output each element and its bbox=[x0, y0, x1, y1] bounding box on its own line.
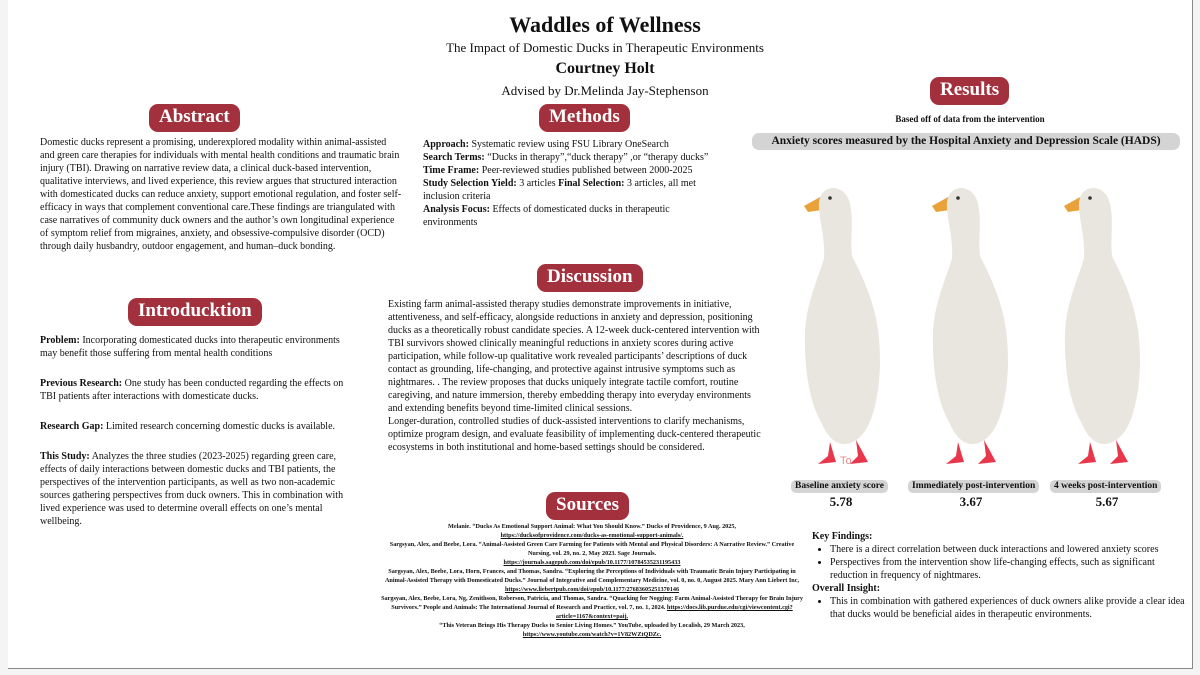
key-finding-item: • There is a direct correlation between duck interactions and lowered anxiety scores bbox=[830, 543, 1188, 556]
source-link[interactable]: https://www.youtube.com/watch?v=1V82WZtQDZc. bbox=[522, 631, 662, 638]
value-label-baseline: 5.78 bbox=[829, 494, 853, 509]
discussion-paragraph-1: Existing farm animal-assisted therapy studies demonstrate improvements in initiative, attentiveness, and self-efficacy, alongside reductions in anxiety and depression, positioning ducks as a theoretically robust candidate species. A 12-week duck-centered intervention with TBI survivors showed clinically meaningful reductions in anxiety scores during active participation, while follow-up qualitative work revealed participants’ descriptions of duck contact as grounding, life-changing, and protective against intrusive symptoms such as nightmares. . The review proposes that ducks uniquely integrate tactile comfort, routine caregiving, and nature immersion, thereby embedding therapy into everyday environments and extending benefits beyond time-limited clinical sessions. bbox=[388, 299, 760, 414]
source-link[interactable]: https://docs.lib.purdue.edu/cgi/viewcontent.cgi?article=1167&context=paij. bbox=[555, 604, 793, 620]
header bbox=[8, 12, 1193, 99]
category-label-immediate: Immediately post-intervention bbox=[908, 480, 1039, 493]
discussion-heading: Discussion bbox=[537, 264, 643, 292]
author-name: Courtney Holt bbox=[555, 60, 655, 77]
intro-problem: Problem: Incorporating domesticated ducks into therapeutic environments may benefit those suffering from mental health conditions bbox=[40, 335, 340, 359]
poster bbox=[8, 0, 1193, 669]
source-link[interactable]: https://www.liebertpub.com/doi/epub/10.1177/27683605251370146 bbox=[504, 586, 680, 593]
poster-subtitle: The Impact of Domestic Ducks in Therapeutic Environments bbox=[446, 40, 764, 55]
methods-search-terms: Search Terms: “Ducks in therapy”,“duck therapy” ,or “therapy ducks” bbox=[423, 152, 709, 163]
category-label-4-weeks: 4 weeks post-intervention bbox=[1050, 480, 1161, 493]
duck-eye bbox=[1088, 196, 1092, 200]
poster-title: Waddles of Wellness bbox=[509, 12, 701, 37]
duck-bar bbox=[1030, 188, 1170, 464]
source-link[interactable]: https://ducksofprovidence.com/ducks-as-emotional-support-animals/. bbox=[500, 532, 684, 539]
duck-body bbox=[1065, 188, 1140, 444]
source-entry: Sargsyan, Alex, Beebe, Lora, Ng, Zenithson, Roberson, Patricia, and Thomas, Sandra. “Quacking for Nogging: Farm Animal-Assisted Therapy for Brain Injury Survivors.” People and Animals: The International Journal of Research and Practice, vol. 7, no. 1, 2024. https://docs.lib.purdue.edu/cgi/viewcontent.cgi?article=1167&context=paij. bbox=[381, 595, 803, 620]
advisor-line: Advised by Dr.Melinda Jay-Stephenson bbox=[501, 83, 709, 98]
results-note: Based off of data from the intervention bbox=[895, 114, 1045, 124]
value-label-immediate: 3.67 bbox=[959, 494, 983, 509]
duck-chart bbox=[750, 152, 1190, 472]
overall-insight-label: Overall Insight: bbox=[812, 583, 881, 594]
introduction-body bbox=[40, 334, 350, 528]
results-heading: Results bbox=[930, 77, 1009, 105]
introduction-heading: Introducktion bbox=[128, 298, 262, 326]
source-entry: “This Veteran Brings His Therapy Ducks to Senior Living Homes.” YouTube, uploaded by Localish, 29 March 2023, https://www.youtube.com/watch?v=1V82WZtQDZc. bbox=[439, 622, 745, 638]
source-link[interactable]: https://journals.sagepub.com/doi/epub/10.1177/10784535231195433 bbox=[503, 559, 681, 566]
duck-bar bbox=[770, 188, 910, 464]
methods-yield: Study Selection Yield: 3 articles Final Selection: 3 articles, all met inclusion criteria bbox=[423, 178, 696, 202]
methods-body bbox=[423, 138, 719, 229]
source-entry: Sargsyan, Alex, Beebe, Lora, Horn, Frances, and Thomas, Sandra. “Exploring the Perceptions of Individuals with Traumatic Brain Injury Participating in Animal-Assisted Therapy with Domesticated Ducks.” Journal of Integrative and Complementary Medicine, vol. 0, no. 0, August 2025. Mary Ann Liebert Inc, https://www.liebertpub.com/doi/epub/10.1177/27683605251370146 bbox=[384, 568, 800, 593]
discussion-body bbox=[388, 298, 764, 454]
abstract-text: Domestic ducks represent a promising, underexplored modality within animal-assisted and green care therapies for individuals with mental health conditions and traumatic brain injury (TBI). Drawing on narrative review data, a clinical duck-based intervention, qualitative interviews, and lived experience, this review argues that structured interaction with domesticated ducks can reduce anxiety, support emotional regulation, and foster self-efficacy in ways that complement conventional care.These findings are triangulated with case narratives of community duck owners and the author’s own longitudinal experience of symptom relief from migraines, anxiety, and obsessive-compulsive disorder (OCD) through daily husbandry, outdoor engagement, and human–duck bonding. bbox=[40, 137, 402, 252]
category-label-baseline: Baseline anxiety score bbox=[791, 480, 888, 493]
overall-insight-list bbox=[812, 595, 1188, 621]
intro-research-gap: Research Gap: Limited research concerning domestic ducks is available. bbox=[40, 421, 336, 432]
methods-heading: Methods bbox=[539, 104, 630, 132]
ducks-layer bbox=[770, 188, 1170, 464]
methods-focus: Analysis Focus: Effects of domesticated ducks in therapeutic environments bbox=[423, 204, 670, 228]
methods-approach: Approach: Systematic review using FSU Library OneSearch bbox=[423, 139, 669, 150]
chart-title: Anxiety scores measured by the Hospital Anxiety and Depression Scale (HADS) bbox=[752, 133, 1180, 150]
source-entry: Sargsyan, Alex, and Beebe, Lora. “Animal-Assisted Green Care Farming for Patients with Mental and Physical Disorders: A Narrative Review.” Creative Nursing, vol. 29, no. 2, May 2023. Sage Journals. https://journals.sagepub.com/doi/epub/10.1177/10784535231195433 bbox=[389, 541, 795, 566]
duck-bar bbox=[898, 188, 1038, 464]
key-findings bbox=[812, 530, 1188, 621]
discussion-paragraph-2: Longer-duration, controlled studies of duck-assisted interventions to clarify mechanisms, optimize program design, and evaluate feasibility of implementing duck-centered therapeutic ecosystems in both institutional and home-based settings should be considered. bbox=[388, 416, 761, 453]
sources-heading: Sources bbox=[546, 492, 629, 520]
duck-body bbox=[933, 188, 1008, 444]
overall-insight-item: • This in combination with gathered experiences of duck owners alike provide a clear idea that ducks would be beneficial aides in therapeutic environments. bbox=[830, 595, 1188, 621]
chart-watermark: To bbox=[840, 455, 852, 467]
sources-list bbox=[380, 522, 804, 639]
key-findings-list bbox=[812, 543, 1188, 582]
source-entry: Melanie. “Ducks As Emotional Support Animal: What You Should Know.” Ducks of Providence, 9 Aug. 2025, https://ducksofprovidence.com/ducks-as-emotional-support-animals/. bbox=[448, 523, 736, 539]
intro-previous-research: Previous Research: One study has been conducted regarding the effects on TBI patients after interactions with domesticate ducks. bbox=[40, 378, 344, 402]
methods-time-frame: Time Frame: Peer-reviewed studies published between 2000-2025 bbox=[423, 165, 693, 176]
abstract-heading: Abstract bbox=[149, 104, 240, 132]
key-findings-label: Key Findings: bbox=[812, 531, 873, 542]
intro-this-study: This Study: Analyzes the three studies (2023-2025) regarding green care, effects of daily interactions between domestic ducks and TBI patients, the perspectives of the intervention participants, as well as two non-academic sources gathering perspectives from duck owners. This in combination with lived experience was used to determine overall effects on one’s mental wellbeing. bbox=[40, 451, 344, 527]
value-label-4-weeks: 5.67 bbox=[1095, 494, 1119, 509]
duck-body bbox=[805, 188, 880, 444]
key-finding-item: • Perspectives from the intervention show life-changing effects, such as significant reduction in frequency of nightmares. bbox=[830, 556, 1188, 582]
duck-eye bbox=[828, 196, 832, 200]
duck-eye bbox=[956, 196, 960, 200]
